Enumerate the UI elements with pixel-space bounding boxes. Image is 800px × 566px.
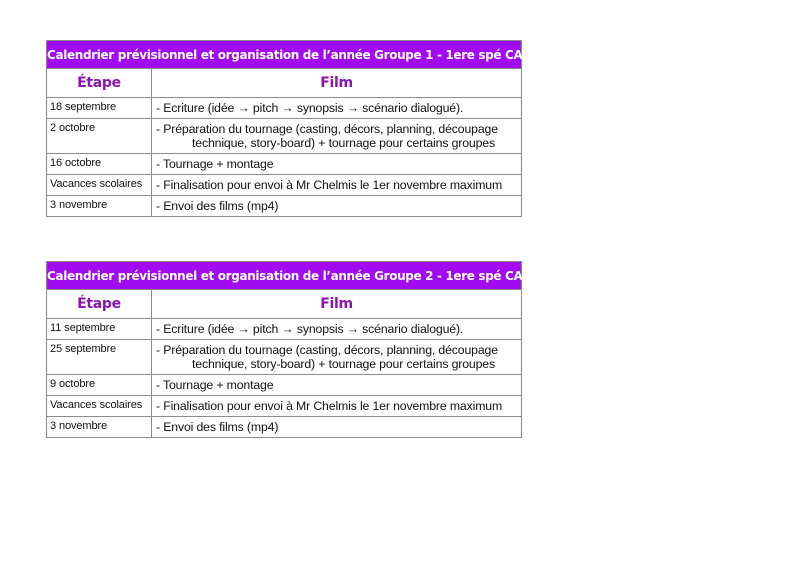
film-cell (152, 154, 522, 175)
film-text: - Tournage + montage (156, 157, 274, 171)
table-row (47, 396, 522, 417)
film-cell (152, 319, 522, 340)
table-title: Calendrier prévisionnel et organisation de l’année Groupe 1 - 1ere spé CAV (47, 41, 522, 69)
table-row (47, 154, 522, 175)
column-header-step: Étape (47, 69, 152, 98)
film-text: - Finalisation pour envoi à Mr Chelmis le 1er novembre maximum (156, 178, 503, 192)
step-cell: 18 septembre (47, 98, 152, 119)
film-text: - Finalisation pour envoi à Mr Chelmis le 1er novembre maximum (156, 399, 503, 413)
film-cell (152, 417, 522, 438)
step-cell: Vacances scolaires (47, 175, 152, 196)
table-row (47, 340, 522, 375)
table-row (47, 196, 522, 217)
film-cell (152, 396, 522, 417)
table-row (47, 98, 522, 119)
step-cell: 2 octobre (47, 119, 152, 154)
step-cell: 3 novembre (47, 417, 152, 438)
table-title: Calendrier prévisionnel et organisation de l’année Groupe 2 - 1ere spé CAV (47, 262, 522, 290)
film-cell (152, 98, 522, 119)
film-text: - Ecriture (idée → pitch → synopsis → scénario dialogué). (156, 101, 464, 115)
table-row (47, 119, 522, 154)
step-cell: 9 octobre (47, 375, 152, 396)
film-cell (152, 119, 522, 154)
column-header-film: Film (152, 69, 522, 98)
step-cell: 11 septembre (47, 319, 152, 340)
film-text: - Tournage + montage (156, 378, 274, 392)
film-text: - Envoi des films (mp4) (156, 199, 279, 213)
film-cell (152, 175, 522, 196)
film-cell (152, 196, 522, 217)
step-cell: 16 octobre (47, 154, 152, 175)
schedule-table-group-2 (46, 261, 531, 438)
step-cell: 25 septembre (47, 340, 152, 375)
schedule-table-group-1 (46, 40, 531, 217)
column-header-step: Étape (47, 290, 152, 319)
film-text: - Envoi des films (mp4) (156, 420, 279, 434)
table-row (47, 319, 522, 340)
step-cell: 3 novembre (47, 196, 152, 217)
table-row (47, 375, 522, 396)
step-cell: Vacances scolaires (47, 396, 152, 417)
film-text: - Ecriture (idée → pitch → synopsis → scénario dialogué). (156, 322, 464, 336)
film-cell (152, 375, 522, 396)
table-row (47, 417, 522, 438)
film-text-continuation: technique, story-board) + tournage pour certains groupes (192, 357, 495, 371)
film-text: - Préparation du tournage (casting, décors, planning, découpage (156, 343, 498, 357)
film-cell (152, 340, 522, 375)
film-text: - Préparation du tournage (casting, décors, planning, découpage (156, 122, 498, 136)
table-row (47, 175, 522, 196)
column-header-film: Film (152, 290, 522, 319)
film-text-continuation: technique, story-board) + tournage pour certains groupes (192, 136, 495, 150)
